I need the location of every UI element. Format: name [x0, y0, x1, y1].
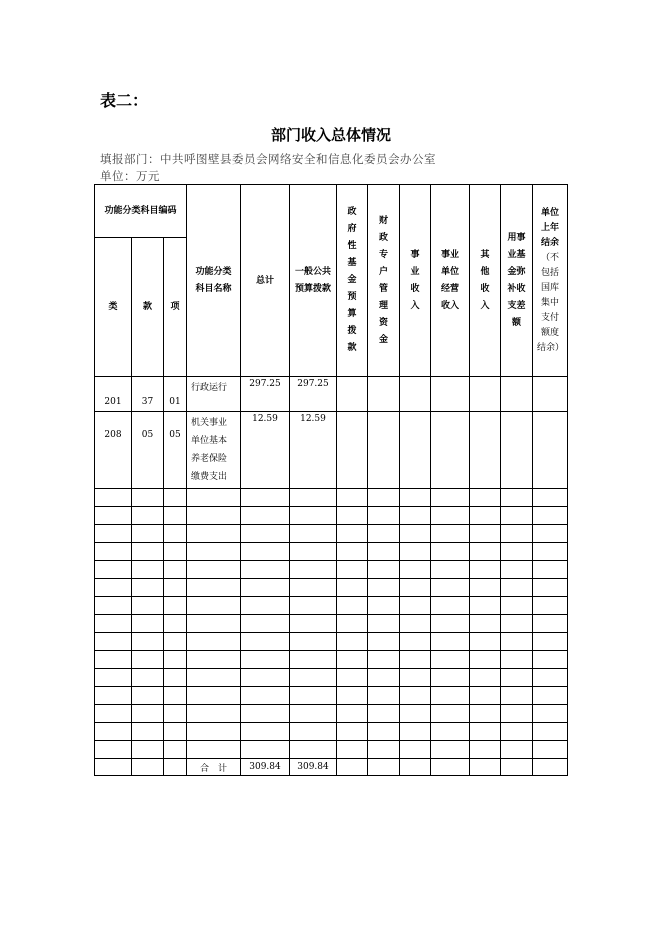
cell-empty [400, 377, 431, 412]
cell-empty [470, 597, 501, 615]
cell-empty [187, 651, 241, 669]
cell-empty [501, 579, 533, 597]
cell-empty [533, 412, 568, 489]
cell-empty [132, 579, 164, 597]
empty-row [95, 723, 568, 741]
cell-empty [368, 561, 400, 579]
cell-total: 12.59 [241, 412, 290, 489]
cell-empty [132, 489, 164, 507]
cell-empty [164, 543, 187, 561]
cell-empty [164, 489, 187, 507]
cell-empty [533, 525, 568, 543]
cell-empty [533, 669, 568, 687]
cell-empty [533, 723, 568, 741]
cell-empty [501, 705, 533, 723]
cell-empty [400, 615, 431, 633]
cell-empty [533, 579, 568, 597]
cell-empty [187, 507, 241, 525]
cell-empty [368, 489, 400, 507]
cell-empty [241, 705, 290, 723]
cell-empty [132, 651, 164, 669]
cell-empty [368, 543, 400, 561]
cell-empty [132, 687, 164, 705]
cell-empty [501, 633, 533, 651]
cell-empty [470, 615, 501, 633]
cell-empty [400, 651, 431, 669]
cell-empty [400, 687, 431, 705]
total-general: 309.84 [290, 759, 337, 776]
cell-empty [132, 741, 164, 759]
cell-empty [431, 669, 470, 687]
cell-empty [400, 669, 431, 687]
cell-empty [431, 741, 470, 759]
header-operating-income [431, 185, 470, 377]
cell-empty [337, 507, 368, 525]
header-gov-fund [337, 185, 368, 377]
empty-row [95, 705, 568, 723]
cell-empty [337, 615, 368, 633]
cell-empty [337, 759, 368, 776]
cell-empty [501, 615, 533, 633]
cell-empty [132, 705, 164, 723]
cell-empty [501, 669, 533, 687]
total-row [95, 759, 568, 776]
cell-empty [241, 687, 290, 705]
cell-empty [95, 741, 132, 759]
cell-empty [337, 377, 368, 412]
cell-empty [290, 489, 337, 507]
cell-empty [368, 507, 400, 525]
cell-empty [337, 705, 368, 723]
cell-empty [241, 651, 290, 669]
cell-empty [501, 651, 533, 669]
header-other-income-text: 其他收入 [480, 249, 490, 311]
header-fund-supplement [501, 185, 533, 377]
cell-empty [164, 507, 187, 525]
cell-empty [470, 561, 501, 579]
cell-empty [501, 543, 533, 561]
cell-empty [132, 615, 164, 633]
header-business-income [400, 185, 431, 377]
cell-empty [95, 489, 132, 507]
empty-row [95, 651, 568, 669]
empty-row [95, 597, 568, 615]
empty-row [95, 507, 568, 525]
cell-empty [95, 561, 132, 579]
cell-empty [337, 561, 368, 579]
cell-empty [501, 525, 533, 543]
cell-empty [187, 669, 241, 687]
cell-empty [164, 579, 187, 597]
cell-empty [290, 651, 337, 669]
cell-empty [132, 759, 164, 776]
cell-empty [431, 412, 470, 489]
cell-empty [533, 377, 568, 412]
cell-empty [368, 669, 400, 687]
cell-empty [290, 723, 337, 741]
cell-empty [368, 579, 400, 597]
cell-empty [431, 525, 470, 543]
cell-empty [187, 489, 241, 507]
cell-empty [95, 705, 132, 723]
cell-empty [95, 651, 132, 669]
unit-line: 单位：万元 [100, 169, 160, 183]
cell-empty [470, 633, 501, 651]
cell-empty [400, 759, 431, 776]
cell-empty [470, 525, 501, 543]
cell-empty [533, 543, 568, 561]
cell-empty [95, 723, 132, 741]
cell-total: 297.25 [241, 377, 290, 412]
cell-empty [241, 615, 290, 633]
cell-empty [95, 579, 132, 597]
cell-empty [400, 723, 431, 741]
cell-empty [470, 723, 501, 741]
header-business-income-text: 事业收入 [410, 249, 420, 311]
cell-empty [337, 723, 368, 741]
header-name [187, 185, 241, 377]
cell-empty [470, 377, 501, 412]
cell-empty [533, 489, 568, 507]
cell-general: 12.59 [290, 412, 337, 489]
cell-empty [187, 525, 241, 543]
header-other-income [470, 185, 501, 377]
cell-empty [501, 687, 533, 705]
cell-empty [337, 741, 368, 759]
income-table [94, 184, 568, 776]
cell-empty [368, 705, 400, 723]
header-fiscal-special [368, 185, 400, 377]
cell-empty [187, 597, 241, 615]
cell-empty [290, 507, 337, 525]
cell-empty [95, 669, 132, 687]
cell-empty [164, 759, 187, 776]
cell-empty [400, 525, 431, 543]
cell-empty [501, 489, 533, 507]
cell-empty [95, 525, 132, 543]
cell-empty [132, 633, 164, 651]
cell-empty [337, 687, 368, 705]
cell-empty [337, 579, 368, 597]
cell-empty [533, 651, 568, 669]
cell-empty [533, 705, 568, 723]
cell-empty [95, 543, 132, 561]
cell-empty [187, 579, 241, 597]
header-prior-balance [533, 185, 568, 377]
cell-empty [501, 759, 533, 776]
cell-empty [368, 651, 400, 669]
cell-xiang: 01 [164, 377, 187, 412]
cell-empty [431, 687, 470, 705]
header-prior-balance-text: 单位上年结余 [540, 207, 559, 248]
header-total: 总计 [241, 185, 290, 377]
cell-lei: 201 [95, 377, 132, 412]
header-prior-balance-note: （不包括国库集中支付额度结余） [537, 252, 565, 353]
cell-empty [400, 741, 431, 759]
cell-empty [337, 489, 368, 507]
cell-empty [400, 705, 431, 723]
cell-empty [164, 561, 187, 579]
cell-empty [95, 507, 132, 525]
cell-empty [368, 525, 400, 543]
cell-empty [241, 723, 290, 741]
cell-empty [164, 705, 187, 723]
cell-empty [132, 507, 164, 525]
cell-empty [400, 507, 431, 525]
cell-empty [95, 615, 132, 633]
cell-empty [290, 561, 337, 579]
cell-empty [368, 687, 400, 705]
cell-empty [533, 687, 568, 705]
cell-empty [337, 412, 368, 489]
cell-empty [164, 687, 187, 705]
cell-empty [241, 507, 290, 525]
cell-kuan: 05 [132, 412, 164, 489]
cell-empty [431, 507, 470, 525]
cell-empty [290, 741, 337, 759]
cell-empty [164, 615, 187, 633]
cell-empty [431, 579, 470, 597]
cell-empty [533, 615, 568, 633]
cell-empty [431, 543, 470, 561]
cell-empty [501, 723, 533, 741]
cell-empty [470, 651, 501, 669]
header-fiscal-special-text: 财政专户管理资金 [378, 215, 388, 345]
cell-empty [290, 543, 337, 561]
cell-empty [241, 597, 290, 615]
cell-empty [470, 759, 501, 776]
header-general-text: 一般公共预算拨款 [295, 266, 332, 294]
cell-empty [164, 669, 187, 687]
cell-empty [533, 633, 568, 651]
cell-name-text: 机关事业单位基本养老保险缴费支出 [191, 418, 228, 482]
header-fund-supplement-text: 用事业基金弥补收支差额 [507, 232, 526, 328]
cell-lei: 208 [95, 412, 132, 489]
cell-empty [400, 561, 431, 579]
cell-empty [132, 525, 164, 543]
cell-empty [241, 543, 290, 561]
cell-empty [290, 615, 337, 633]
cell-empty [431, 489, 470, 507]
department-line: 填报部门：中共呼图壁县委员会网络安全和信息化委员会办公室 [100, 152, 436, 166]
cell-empty [431, 561, 470, 579]
header-code-group [95, 185, 187, 238]
cell-name: 行政运行 [187, 377, 241, 412]
cell-empty [431, 633, 470, 651]
page-title: 部门收入总体情况 [270, 126, 391, 144]
cell-empty [164, 651, 187, 669]
cell-empty [132, 597, 164, 615]
header-name-text: 功能分类科目名称 [195, 266, 232, 294]
cell-empty [164, 723, 187, 741]
cell-empty [470, 669, 501, 687]
cell-empty [95, 759, 132, 776]
empty-row [95, 561, 568, 579]
cell-empty [187, 561, 241, 579]
empty-row [95, 633, 568, 651]
cell-empty [368, 723, 400, 741]
total-sum: 309.84 [241, 759, 290, 776]
cell-empty [400, 633, 431, 651]
cell-empty [290, 579, 337, 597]
total-label: 合 计 [187, 759, 241, 776]
cell-empty [187, 633, 241, 651]
cell-empty [400, 543, 431, 561]
cell-empty [431, 597, 470, 615]
cell-empty [368, 759, 400, 776]
header-kuan: 款 [132, 238, 164, 377]
cell-empty [290, 705, 337, 723]
cell-empty [187, 723, 241, 741]
cell-empty [241, 525, 290, 543]
cell-empty [533, 507, 568, 525]
cell-empty [470, 741, 501, 759]
cell-empty [290, 633, 337, 651]
cell-empty [431, 651, 470, 669]
header-operating-income-text: 事业单位经营收入 [440, 249, 459, 311]
cell-empty [470, 543, 501, 561]
table-row [95, 377, 568, 412]
cell-empty [501, 507, 533, 525]
table-label: 表二： [100, 91, 149, 110]
cell-empty [187, 705, 241, 723]
cell-xiang: 05 [164, 412, 187, 489]
cell-empty [400, 579, 431, 597]
header-code-group-text: 功能分类科目编码 [104, 206, 177, 216]
cell-empty [337, 525, 368, 543]
cell-empty [241, 579, 290, 597]
header-xiang: 项 [164, 238, 187, 377]
cell-empty [431, 615, 470, 633]
cell-empty [164, 633, 187, 651]
empty-row [95, 489, 568, 507]
cell-empty [368, 741, 400, 759]
cell-empty [164, 741, 187, 759]
cell-empty [241, 489, 290, 507]
cell-empty [290, 597, 337, 615]
cell-empty [533, 759, 568, 776]
cell-empty [164, 597, 187, 615]
cell-empty [533, 561, 568, 579]
cell-empty [501, 412, 533, 489]
empty-row [95, 615, 568, 633]
cell-empty [470, 579, 501, 597]
cell-empty [533, 741, 568, 759]
cell-empty [95, 687, 132, 705]
cell-empty [95, 633, 132, 651]
cell-empty [337, 669, 368, 687]
empty-row [95, 525, 568, 543]
cell-empty [290, 669, 337, 687]
cell-empty [470, 507, 501, 525]
cell-empty [470, 705, 501, 723]
cell-empty [431, 723, 470, 741]
cell-empty [368, 615, 400, 633]
cell-empty [95, 597, 132, 615]
cell-empty [470, 489, 501, 507]
cell-name [187, 412, 241, 489]
header-gov-fund-text: 政府性基金预算拨款 [347, 207, 357, 353]
empty-row [95, 543, 568, 561]
cell-empty [290, 687, 337, 705]
cell-empty [368, 377, 400, 412]
cell-empty [187, 687, 241, 705]
cell-empty [187, 615, 241, 633]
table-row [95, 412, 568, 489]
cell-empty [187, 543, 241, 561]
cell-empty [164, 525, 187, 543]
cell-empty [337, 543, 368, 561]
empty-row [95, 687, 568, 705]
cell-empty [337, 633, 368, 651]
cell-empty [290, 525, 337, 543]
cell-empty [431, 705, 470, 723]
cell-empty [368, 633, 400, 651]
cell-general: 297.25 [290, 377, 337, 412]
cell-empty [241, 633, 290, 651]
cell-empty [368, 412, 400, 489]
empty-row [95, 741, 568, 759]
cell-empty [400, 489, 431, 507]
cell-empty [241, 561, 290, 579]
cell-empty [533, 597, 568, 615]
cell-kuan: 37 [132, 377, 164, 412]
cell-empty [470, 687, 501, 705]
cell-empty [400, 597, 431, 615]
cell-empty [132, 561, 164, 579]
header-general [290, 185, 337, 377]
cell-empty [501, 597, 533, 615]
cell-empty [400, 412, 431, 489]
cell-empty [337, 597, 368, 615]
cell-empty [132, 669, 164, 687]
cell-empty [187, 741, 241, 759]
cell-empty [241, 669, 290, 687]
cell-empty [132, 543, 164, 561]
cell-empty [501, 561, 533, 579]
empty-row [95, 579, 568, 597]
cell-empty [501, 741, 533, 759]
cell-empty [431, 759, 470, 776]
cell-empty [337, 651, 368, 669]
empty-row [95, 669, 568, 687]
cell-empty [431, 377, 470, 412]
header-lei: 类 [95, 238, 132, 377]
cell-empty [501, 377, 533, 412]
cell-empty [241, 741, 290, 759]
cell-empty [132, 723, 164, 741]
cell-empty [470, 412, 501, 489]
cell-empty [368, 597, 400, 615]
